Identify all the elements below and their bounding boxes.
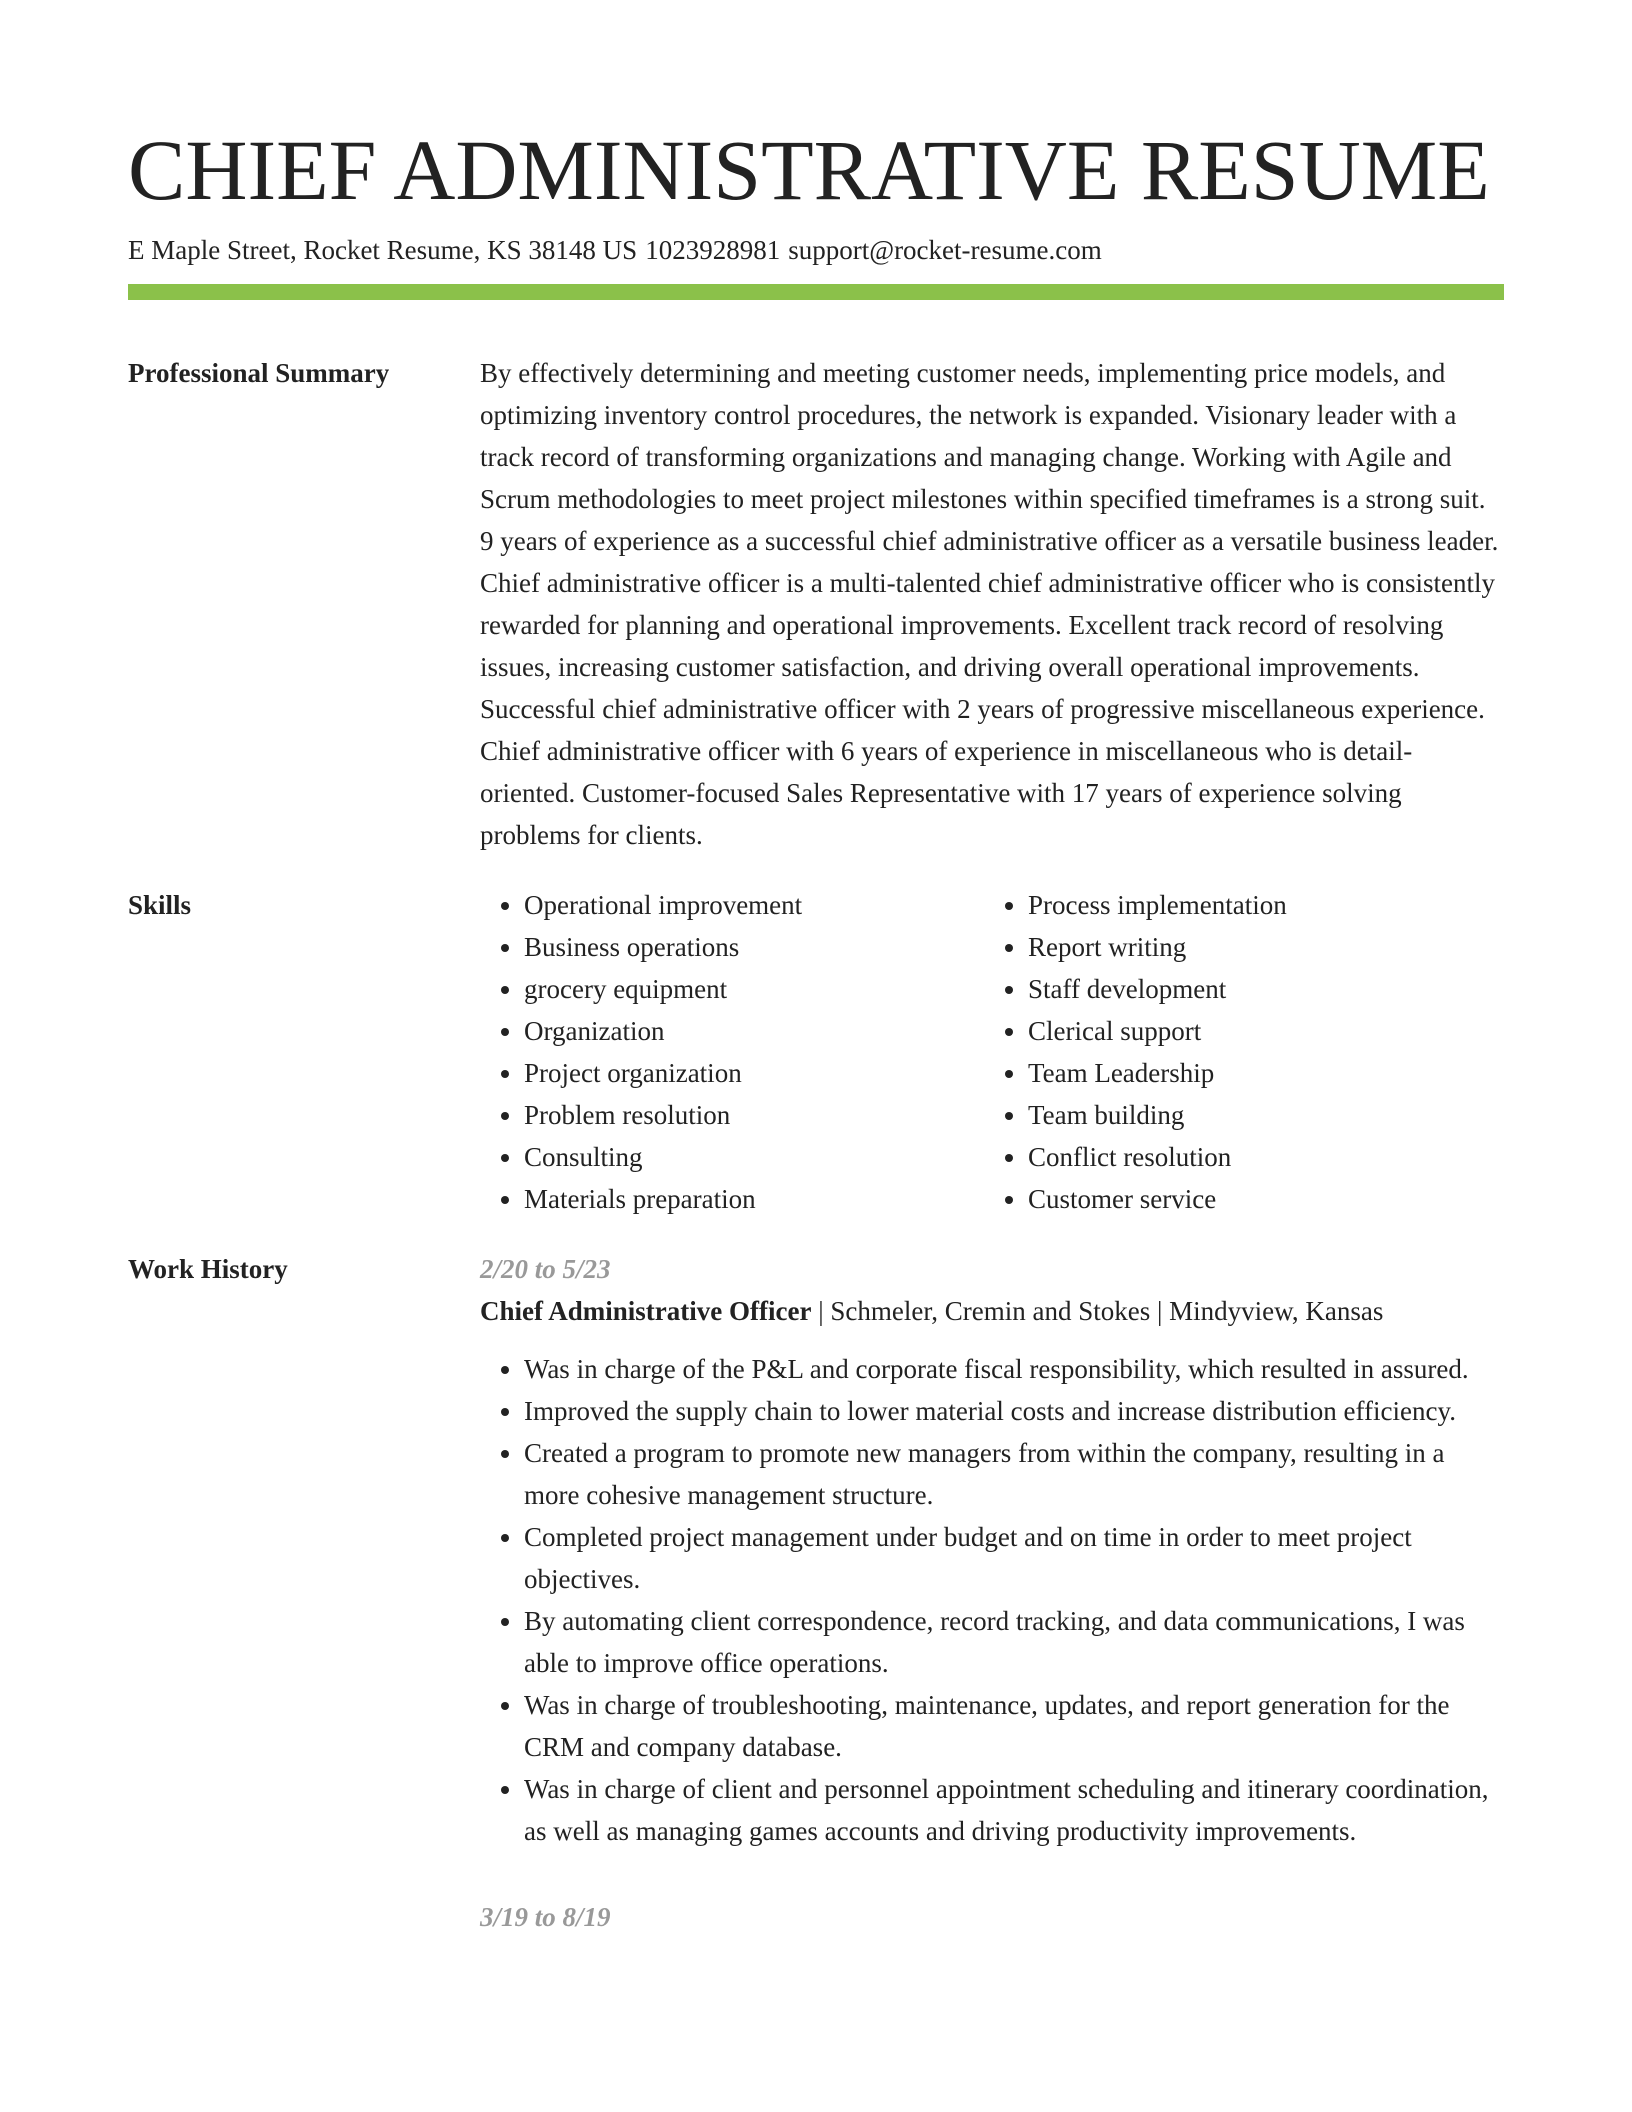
skill-item: • Project organization — [524, 1052, 984, 1094]
skill-item: • Report writing — [1028, 926, 1488, 968]
skills-heading: Skills — [128, 890, 192, 920]
summary-section — [128, 352, 1504, 856]
summary-text: By effectively determining and meeting customer needs, implementing price models, and optimizing inventory control procedures, the network is expanded. Visionary leader with a track record of transforming organizations and managing change. Working with Agile and Scrum methodologies to meet project milestones within specified timeframes is a strong suit. 9 years of experience as a successful chief administrative officer as a versatile business leader. Chief administrative officer is a multi-talented chief administrative officer who is consistently rewarded for planning and operational improvements. Excellent track record of resolving issues, increasing customer satisfaction, and driving overall operational improvements. Successful chief administrative officer with 2 years of progressive miscellaneous experience. Chief administrative officer with 6 years of experience in miscellaneous who is detail-oriented. Customer-focused Sales Representative with 17 years of experience solving problems for clients. — [480, 358, 1499, 850]
resume-title: CHIEF ADMINISTRATIVE RESUME — [128, 122, 1490, 218]
skill-item: • Customer service — [1028, 1178, 1488, 1220]
skills-list-left — [480, 884, 984, 1220]
skill-item: • Operational improvement — [524, 884, 984, 926]
job-entry — [480, 1896, 1504, 1938]
responsibility-item: • Was in charge of troubleshooting, maintenance, updates, and report generation for the CRM and company database. — [524, 1684, 1504, 1768]
job-entry — [480, 1248, 1504, 1852]
responsibility-item: • Was in charge of client and personnel appointment scheduling and itinerary coordination, as well as managing games accounts and driving productivity improvements. — [524, 1768, 1504, 1852]
job-company-location: | Schmeler, Cremin and Stokes | Mindyview, Kansas — [811, 1296, 1384, 1326]
job-dates: 2/20 to 5/23 — [480, 1254, 611, 1284]
job-heading — [480, 1290, 1504, 1332]
skill-item: • Process implementation — [1028, 884, 1488, 926]
skills-section — [128, 884, 1504, 1220]
job-responsibilities — [480, 1348, 1504, 1852]
responsibility-item: • By automating client correspondence, record tracking, and data communications, I was able to improve office operations. — [524, 1600, 1504, 1684]
work-heading: Work History — [128, 1254, 288, 1284]
skills-list-right — [984, 884, 1488, 1220]
email: support@rocket-resume.com — [788, 235, 1102, 265]
responsibility-item: • Was in charge of the P&L and corporate fiscal responsibility, which resulted in assured. — [524, 1348, 1504, 1390]
address: E Maple Street, Rocket Resume, KS 38148 US — [128, 235, 638, 265]
responsibility-item: • Completed project management under budget and on time in order to meet project objectives. — [524, 1516, 1504, 1600]
skill-item: • Problem resolution — [524, 1094, 984, 1136]
work-jobs — [480, 1248, 1504, 1938]
accent-divider — [128, 284, 1504, 300]
skill-item: • grocery equipment — [524, 968, 984, 1010]
job-title: Chief Administrative Officer — [480, 1296, 812, 1326]
skill-item: • Clerical support — [1028, 1010, 1488, 1052]
skill-item: • Team building — [1028, 1094, 1488, 1136]
skill-item: • Business operations — [524, 926, 984, 968]
work-section — [128, 1248, 1504, 1938]
contact-line — [128, 232, 1504, 268]
responsibility-item: • Improved the supply chain to lower material costs and increase distribution efficiency. — [524, 1390, 1504, 1432]
skill-item: • Consulting — [524, 1136, 984, 1178]
phone: 1023928981 — [645, 235, 781, 265]
job-dates: 3/19 to 8/19 — [480, 1902, 611, 1932]
skill-item: • Materials preparation — [524, 1178, 984, 1220]
resume-page — [128, 120, 1504, 1938]
skill-item: • Team Leadership — [1028, 1052, 1488, 1094]
summary-heading: Professional Summary — [128, 358, 390, 388]
skill-item: • Organization — [524, 1010, 984, 1052]
skill-item: • Conflict resolution — [1028, 1136, 1488, 1178]
skill-item: • Staff development — [1028, 968, 1488, 1010]
responsibility-item: • Created a program to promote new managers from within the company, resulting in a more cohesive management structure. — [524, 1432, 1504, 1516]
